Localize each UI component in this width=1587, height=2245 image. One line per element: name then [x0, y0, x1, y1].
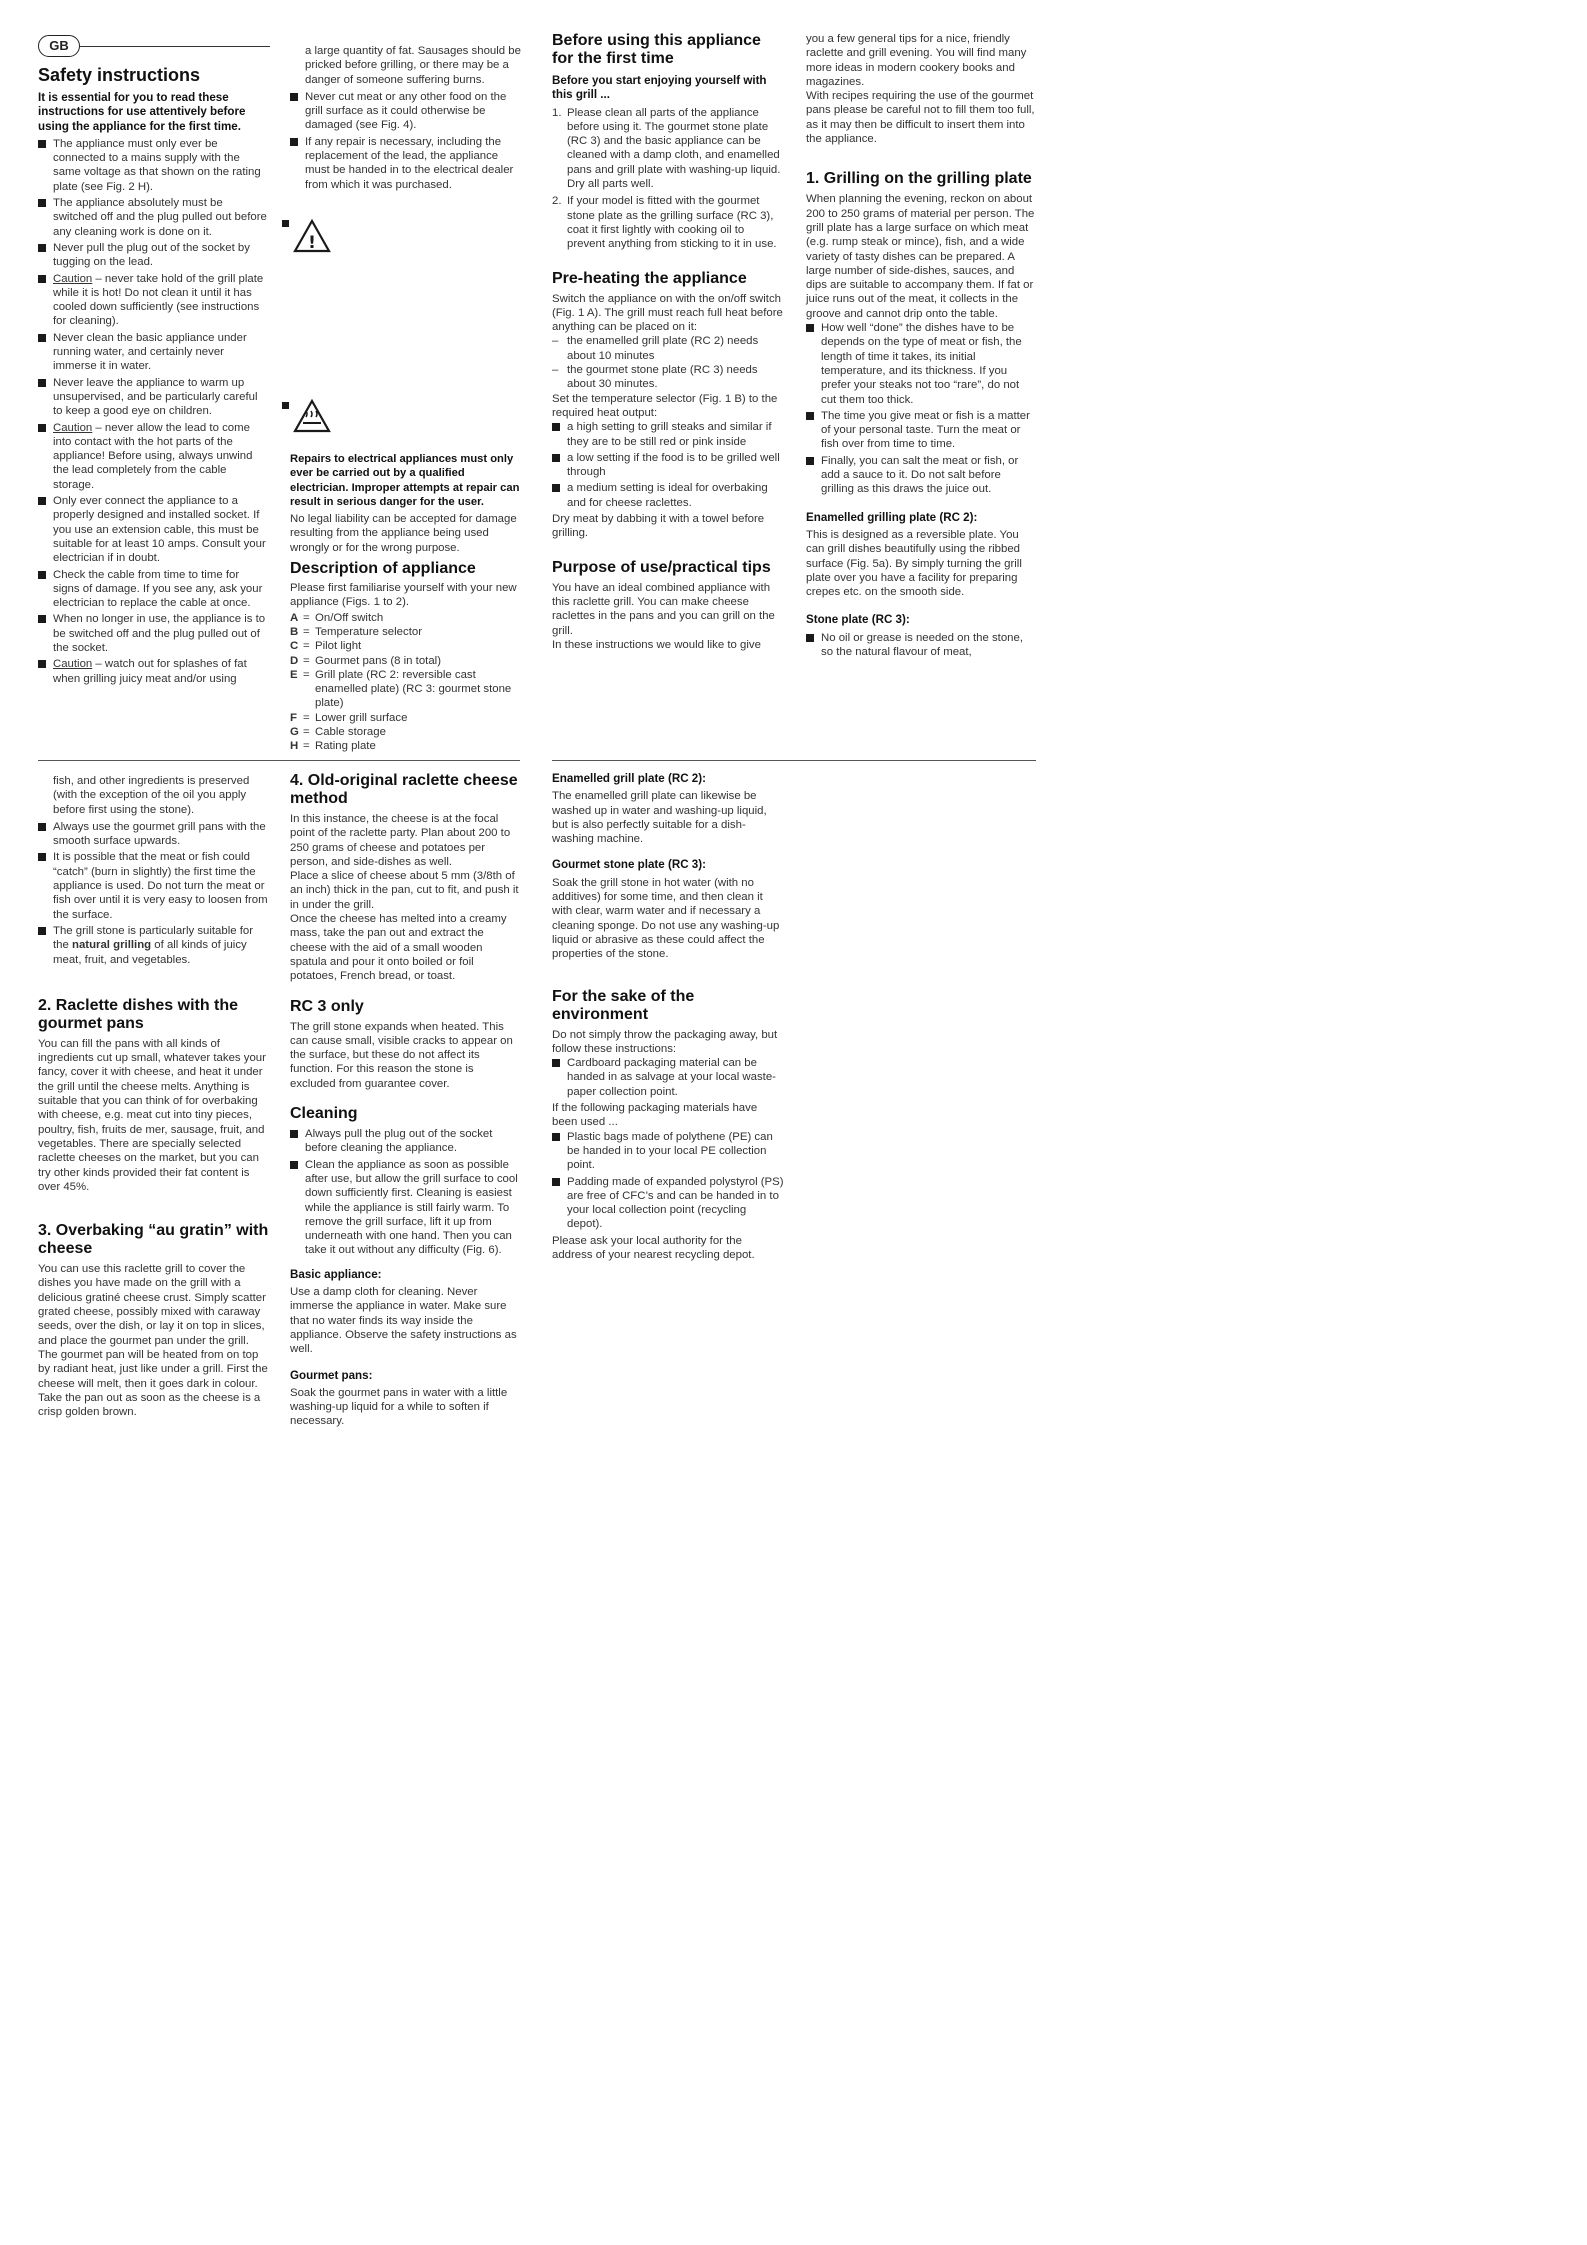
- grilling-list: [806, 321, 1036, 497]
- stone-cont-item: It is possible that the meat or fish could “catch” (burn in slightly) the first time the appliance is used. Do not turn the meat or fish over until it is very easy to loosen from the surface.: [38, 850, 270, 921]
- section-divider: [38, 760, 520, 761]
- column-environment: [552, 772, 784, 1265]
- language-badge: GB: [38, 35, 80, 57]
- old-raclette-text-3: Once the cheese has melted into a creamy mass, take the pan out and extract the cheese with the aid of a small wooden spatula and pour it onto boiled or foil potatoes, French bread, or toast.: [290, 913, 507, 983]
- grilling-text: When planning the evening, reckon on about 200 to 250 grams of material per person. The grill plate has a large surface on which meat (e.g. rump steak or mince), fish, and a wide variety of tasty dishes can be prepared. A large number of side-dishes, sauces, and dips are suitable to accompany them. If fat or juice runs out of the meat, it collects in the groove and cannot drip onto the table.: [806, 193, 1035, 320]
- environment-text-3: Please ask your local authority for the address of your nearest recycling depot.: [552, 1234, 755, 1262]
- legend-row: H = Rating plate: [290, 740, 376, 753]
- stone-cont-text: fish, and other ingredients is preserved (with the exception of the oil you apply before first using the stone).: [53, 775, 250, 816]
- overbake-text: You can use this raclette grill to cover the dishes you have made on the grill with a delicious gratiné cheese crust. Simply scatter grated cheese, possibly mixed with caraway seeds, over the dish, or lay it on top in slices, and place the gourmet pan under the grill.: [38, 1263, 266, 1347]
- safety-item: Caution – never allow the lead to come into contact with the hot parts of the appliance! Before using, always unwind the lead completely from the cable storage.: [38, 421, 268, 492]
- overbake-text-2: The gourmet pan will be heated from on top by radiant heat, just like under a grill. First the cheese will melt, then it goes dark in colour. Take the pan out as soon as the cheese is a crisp golden brown.: [38, 1348, 268, 1419]
- stone-grill-title: Gourmet stone plate (RC 3):: [552, 858, 706, 872]
- purpose-title: Purpose of use/practical tips: [552, 558, 771, 576]
- stone-cont-item: Always use the gourmet grill pans with the smooth surface upwards.: [38, 820, 270, 849]
- grilling-item: Finally, you can salt the meat or fish, or add a sauce to it. Do not salt before grilling as this draws the juice out.: [806, 454, 1036, 497]
- description-title: Description of appliance: [290, 560, 476, 578]
- safety-item: Check the cable from time to time for signs of damage. If you see any, ask your electrician to replace the cable at once.: [38, 568, 268, 611]
- safety-item: The appliance must only ever be connected to a mains supply with the same voltage as that shown on the rating plate (see Fig. 2 H).: [38, 137, 268, 194]
- preheat-item: – the enamelled grill plate (RC 2) needs about 10 minutes: [552, 334, 784, 363]
- safety-item: Never leave the appliance to warm up unsupervised, and be particularly careful to keep a good eye on children.: [38, 376, 268, 419]
- warning-triangle-icon: [282, 218, 332, 259]
- column-safety-cont: [290, 44, 522, 194]
- grilling-item: How well “done” the dishes have to be depends on the type of meat or fish, the length of time it takes, its initial temperature, and its thickness. If you prefer your steaks not too “rare”, do not cut them too thick.: [806, 321, 1036, 407]
- column-stone-cont: [38, 774, 270, 1422]
- stone-grill-text: Soak the grill stone in hot water (with no additives) for some time, and then clean it with clear, warm water and if necessary a cleaning sponge. Do not use any washing-up liquid or abrasive as these could affect the properties of the stone.: [552, 876, 780, 961]
- temp-item: a high setting to grill steaks and similar if they are to be still red or pink inside: [552, 420, 784, 449]
- temp-item: a medium setting is ideal for overbaking and for cheese raclettes.: [552, 481, 784, 510]
- repairs-warning: Repairs to electrical appliances must only ever be carried out by a qualified electrician. Improper attempts at repair can result in serious danger for the user.: [290, 453, 520, 508]
- legend-row: C = Pilot light: [290, 640, 362, 653]
- preheat-item: – the gourmet stone plate (RC 3) needs about 30 minutes.: [552, 363, 784, 392]
- svg-text:!: !: [308, 233, 316, 253]
- cleaning-item: Always pull the plug out of the socket before cleaning the appliance.: [290, 1127, 522, 1156]
- legend-row: D = Gourmet pans (8 in total): [290, 654, 441, 667]
- column-description: [290, 452, 522, 754]
- legend-row: F = Lower grill surface: [290, 711, 408, 724]
- safety-item: If any repair is necessary, including the replacement of the lead, the appliance must be handed in to the electrical dealer from which it was purchased.: [290, 135, 522, 192]
- enamel-grill-text: The enamelled grill plate can likewise be washed up in water and washing-up liquid, but is also perfectly suitable for a dish-washing machine.: [552, 790, 767, 846]
- tips-text: you a few general tips for a nice, friendly raclette and grill evening. You will find many more ideas in modern cookery books and magazines.: [806, 33, 1027, 88]
- environment-text: Do not simply throw the packaging away, but follow these instructions:: [552, 1028, 778, 1055]
- safety-item: Caution – watch out for splashes of fat when grilling juicy meat and/or using: [38, 657, 268, 686]
- safety-cont-text: a large quantity of fat. Sausages should be pricked before grilling, or there may be a danger of someone suffering burns.: [305, 45, 521, 86]
- first-use-step: 1. Please clean all parts of the appliance before using it. The gourmet stone plate (RC 3) and the basic appliance can be cleaned with a damp cloth, and enamelled pans and grill plate with washing-up liquid. Dry all parts well.: [552, 106, 781, 191]
- environment-list-2: [552, 1130, 784, 1232]
- environment-item: Padding made of expanded polystyrol (PS) are free of CFC’s and can be handed in to your local collection point (recycling depot).: [552, 1175, 784, 1232]
- environment-text-2: If the following packaging materials have been used ...: [552, 1102, 758, 1129]
- basic-appliance-text: Use a damp cloth for cleaning. Never immerse the appliance in water. Make sure that no water finds its way inside the appliance. Observe the safety instructions as well.: [290, 1286, 517, 1356]
- old-raclette-text: In this instance, the cheese is at the focal point of the raclette party. Plan about 200 to 250 grams of cheese and potatoes per person, and side-dishes as well.: [290, 813, 511, 868]
- rc3-title: RC 3 only: [290, 997, 364, 1015]
- preheat-text: Switch the appliance on with the on/off switch (Fig. 1 A). The grill must reach full heat before anything can be placed on it:: [552, 292, 783, 334]
- cleaning-list: [290, 1127, 522, 1258]
- cleaning-item: Clean the appliance as soon as possible after use, but allow the grill surface to cool down sufficiently first. Cleaning is easiest while the appliance is still fairly warm. To remove the grill surface, lift it up from underneath with one hand. Then you can take it out without any difficulty (Fig. 6).: [290, 1158, 522, 1258]
- hot-surface-icon: [282, 398, 332, 439]
- environment-list-1: [552, 1056, 784, 1099]
- stone-plate-title: Stone plate (RC 3):: [806, 613, 910, 627]
- stone-plate-list: [806, 631, 1036, 660]
- stone-cont-list: [38, 820, 270, 967]
- column-first-use: [552, 32, 784, 655]
- gourmet-pans-title: Gourmet pans:: [290, 1368, 373, 1382]
- first-use-steps: [552, 106, 784, 252]
- safety-item: Never clean the basic appliance under running water, and certainly never immerse it in water.: [38, 331, 268, 374]
- safety-item: Only ever connect the appliance to a properly designed and installed socket. If you use an extension cable, this must be suitable for at least 10 amps. Consult your electrician if in doubt.: [38, 494, 268, 565]
- safety-lead: It is essential for you to read these instructions for use attentively before using the appliance for the first time.: [38, 91, 246, 133]
- legend-row: A = On/Off switch: [290, 611, 384, 624]
- old-raclette-text-2: Place a slice of cheese about 5 mm (3/8th of an inch) thick in the pan, cut to fit, and push it in under the grill.: [290, 870, 519, 911]
- purpose-text: You have an ideal combined appliance with this raclette grill. You can make cheese raclettes in the pans and you can grill on the grill.: [552, 581, 775, 637]
- enamel-plate-title: Enamelled grilling plate (RC 2):: [806, 510, 978, 524]
- raclette-title: 2. Raclette dishes with the gourmet pans: [38, 996, 239, 1032]
- basic-appliance-title: Basic appliance:: [290, 1267, 382, 1281]
- legend-row: G = Cable storage: [290, 726, 386, 739]
- column-grilling: [806, 32, 1036, 661]
- safety-item: Never pull the plug out of the socket by tugging on the lead.: [38, 241, 268, 270]
- purpose-text-2: In these instructions we would like to give: [552, 638, 761, 651]
- temp-text: Set the temperature selector (Fig. 1 B) to the required heat output:: [552, 392, 778, 419]
- header-rule: [80, 46, 270, 47]
- enamel-plate-text: This is designed as a reversible plate. You can grill dishes beautifully using the ribbed surface (Fig. 5a). By simply turning the grill plate over you have a facility for preparing crepes etc. on the smooth side.: [806, 528, 1022, 599]
- environment-title: For the sake of the environment: [552, 987, 695, 1023]
- description-intro: Please first familiarise yourself with your new appliance (Figs. 1 to 2).: [290, 582, 517, 609]
- temp-list: [552, 420, 784, 510]
- old-raclette-title: 4. Old-original raclette cheese method: [290, 772, 518, 807]
- stone-plate-item: No oil or grease is needed on the stone, so the natural flavour of meat,: [806, 631, 1036, 660]
- environment-item: Plastic bags made of polythene (PE) can be handed in to your local PE collection point.: [552, 1130, 784, 1173]
- legend-row: E = Grill plate (RC 2: reversible cast enamelled plate) (RC 3: gourmet stone plate): [290, 668, 512, 710]
- overbake-title: 3. Overbaking “au gratin” with cheese: [38, 1222, 269, 1258]
- enamel-grill-title: Enamelled grill plate (RC 2):: [552, 772, 706, 785]
- safety-item: Never cut meat or any other food on the grill surface as it could otherwise be damaged (see Fig. 4).: [290, 90, 522, 133]
- liability-text: No legal liability can be accepted for damage resulting from the appliance being used wrongly or for the wrong purpose.: [290, 513, 517, 554]
- cleaning-title: Cleaning: [290, 1105, 358, 1123]
- safety-cont-list: [290, 90, 522, 192]
- raclette-text: You can fill the pans with all kinds of ingredients cut up small, whatever takes your fancy, cover it with cheese, and heat it under the grill until the cheese melts. Anything is suitable that you can think of for overbaking with cheese, e.g. meat cut into tiny pieces, poultry, fish, fruits de mer, sausage, fruit, and vegetables. There are specially selected raclette cheeses on the market, but you can try other kinds provided their fat content is over 45%.: [38, 1037, 266, 1193]
- dry-meat-text: Dry meat by dabbing it with a towel before grilling.: [552, 513, 765, 540]
- grilling-item: The time you give meat or fish is a matter of your personal taste. Turn the meat or fish over from time to time.: [806, 409, 1036, 452]
- legend-row: B = Temperature selector: [290, 625, 422, 638]
- safety-item: The appliance absolutely must be switched off and the plug pulled out before any cleaning work is done on it.: [38, 196, 268, 239]
- first-use-lead: Before you start enjoying yourself with this grill ...: [552, 74, 767, 102]
- stone-cont-item: The grill stone is particularly suitable for the natural grilling of all kinds of juicy meat, fruit, and vegetables.: [38, 924, 270, 967]
- appliance-legend: [290, 611, 522, 754]
- temp-item: a low setting if the food is to be grilled well through: [552, 451, 784, 480]
- preheat-list: [552, 334, 784, 391]
- safety-title: Safety instructions: [38, 65, 201, 85]
- rc3-text: The grill stone expands when heated. This can cause small, visible cracks to appear on the surface, but these do not affect its function. For this reason the stone is excluded from guarantee cover.: [290, 1020, 513, 1090]
- safety-item: Caution – never take hold of the grill plate while it is hot! Do not clean it until it has cooled down sufficiently (see instructions for cleaning).: [38, 272, 268, 329]
- preheat-title: Pre-heating the appliance: [552, 269, 747, 287]
- column-cleaning: [290, 772, 522, 1432]
- safety-item: When no longer in use, the appliance is to be switched off and the plug pulled out of the socket.: [38, 612, 268, 655]
- gourmet-pans-text: Soak the gourmet pans in water with a little washing-up liquid for a while to soften if necessary.: [290, 1386, 508, 1428]
- safety-list: [38, 137, 268, 686]
- first-use-title: Before using this appliance for the first time: [552, 32, 761, 67]
- first-use-step: 2. If your model is fitted with the gourmet stone plate as the grilling surface (RC 3), coat it first lightly with cooking oil to prevent anything from sticking to it in use.: [552, 195, 777, 251]
- column-safety: [38, 66, 268, 688]
- environment-item: Cardboard packaging material can be handed in as salvage at your local waste-paper collection point.: [552, 1056, 784, 1099]
- tips-text-2: With recipes requiring the use of the gourmet pans please be careful not to fill them too full, as it may then be difficult to insert them into the appliance.: [806, 90, 1035, 146]
- section-divider: [552, 760, 1036, 761]
- grilling-title: 1. Grilling on the grilling plate: [806, 170, 1032, 188]
